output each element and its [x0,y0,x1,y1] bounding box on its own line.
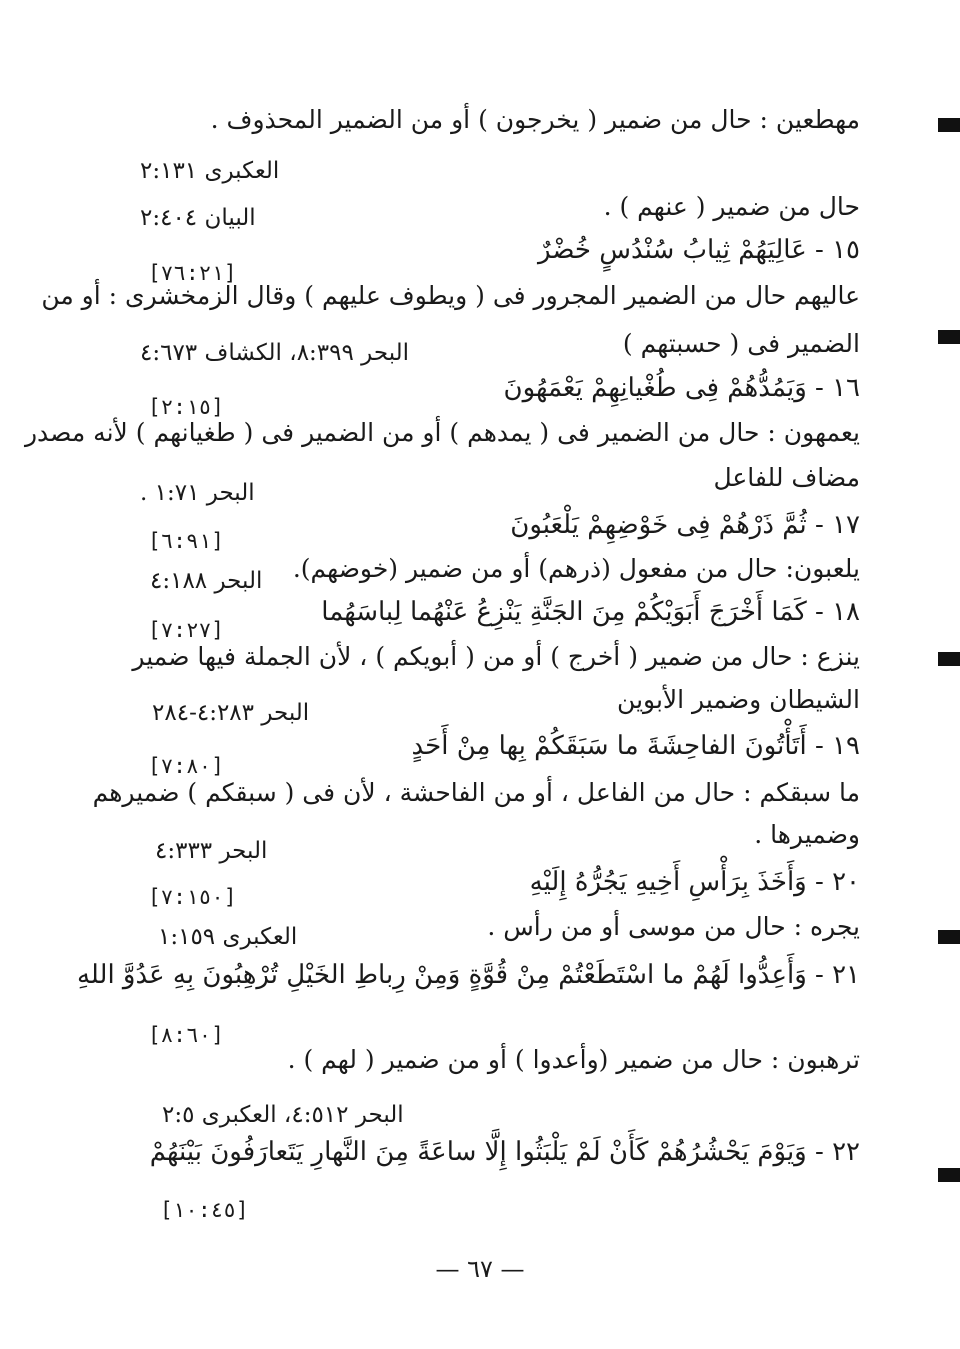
scan-edge-mark [938,652,960,666]
source-reference: العكبرى ١:١٥٩ [158,924,298,950]
text-line: حال من ضمير ( عنهم ) . [603,192,860,221]
verse-line: ١٧ - ثُمَّ ذَرْهُمْ فِى خَوْضِهِمْ يَلْعَبُونَ [510,510,860,540]
text-line: يجره : حال من موسى أو من رأس . [487,912,860,941]
verse-reference: [٧:٢٧] [148,618,224,642]
text-line: مضاف للفاعل [713,463,860,492]
page-number: — ٦٧ — [435,1255,525,1283]
scan-edge-mark [938,330,960,344]
text-line: الشيطان وضمير الأبوين [617,685,860,714]
text-line: يلعبون: حال من مفعول (ذرهم) أو من ضمير (خوضهم). [292,554,860,583]
text-line: وضميرها . [754,820,860,849]
scan-edge-mark [938,118,960,132]
verse-line: ١٥ - عَالِيَهُمْ ثِيابُ سُنْدُسٍ خُضْرٌ [538,235,860,265]
source-reference: البحر ٨:٣٩٩، الكشاف ٤:٦٧٣ [140,340,410,366]
verse-line: ١٩ - أَتَأْتُونَ الفاحِشَةَ ما سَبَقَكُمْ بِها مِنْ أَحَدٍ [411,731,860,761]
source-reference: البحر ٤:٣٣٣ [155,838,268,864]
text-line: ما سبقكم : حال من الفاعل ، أو من الفاحشة ، لأن فى ( سبقكم ) ضميرهم [92,778,860,807]
verse-reference: [١٠:٤٥] [160,1198,249,1222]
verse-reference: [٧٦:٢١] [148,261,237,285]
verse-line: ٢٠ - وَأَخَذَ بِرَأْسِ أَخِيهِ يَجُرُّهُ إِلَيْهِ [529,867,860,897]
verse-reference: [٧:٨٠] [148,754,224,778]
source-reference: البحر ٤:٥١٢، العكبرى ٢:٥ [162,1102,404,1128]
source-reference: البحر ١:٧١ . [140,480,255,506]
text-line: الضمير فى ( حسبتهم ) [622,329,860,358]
verse-reference: [٧:١٥٠] [148,885,237,909]
source-reference: البحر ٤:٢٨٣-٢٨٤ [152,700,310,726]
text-line: عاليهم حال من الضمير المجرور فى ( ويطوف عليهم ) وقال الزمخشرى : أو من [41,281,860,310]
verse-line: ٢٢ - وَيَوْمَ يَحْشُرُهُمْ كَأَنْ لَمْ يَلْبَثُوا إِلَّا ساعَةً مِنَ النَّهارِ يَتَعارَفُونَ بَيْنَهُمْ [149,1137,860,1167]
source-reference: البحر ٤:١٨٨ [150,568,263,594]
scan-edge-mark [938,1168,960,1182]
source-reference: البيان ٢:٤٠٤ [140,205,256,231]
verse-line: ١٦ - وَيَمُدُّهُمْ فِى طُغْيانِهِمْ يَعْمَهُونَ [503,373,860,403]
verse-reference: [٨:٦٠] [148,1023,224,1047]
scan-edge-mark [938,930,960,944]
text-line: ينزع : حال من ضمير ( أخرج ) أو من ( أبويكم ) ، لأن الجملة فيها ضمير [132,642,860,671]
verse-reference: [٦:٩١] [148,529,224,553]
text-line: يعمهون : حال من الضمير فى ( يمدهم ) أو من الضمير فى ( طغيانهم ) لأنه مصدر [24,418,860,447]
verse-line: ١٨ - كَمَا أَخْرَجَ أَبَوَيْكُمْ مِنَ الجَنَّةِ يَنْزِعُ عَنْهُما لِباسَهُما [321,597,860,627]
verse-reference: [٢:١٥] [148,395,224,419]
text-line: مهطعين : حال من ضمير ( يخرجون ) أو من الضمير المحذوف . [210,105,860,134]
source-reference: العكبرى ٢:١٣١ [140,158,280,184]
text-line: ترهبون : حال من ضمير (وأعدوا ) أو من ضمير ( لهم ) . [287,1045,860,1074]
verse-line: ٢١ - وَأَعِدُّوا لَهُمْ ما اسْتَطَعْتُمْ مِنْ قُوَّةٍ وَمِنْ رِباطِ الخَيْلِ تُرْهِبُونَ بِهِ عَدُوَّ اللهِ [76,960,860,990]
